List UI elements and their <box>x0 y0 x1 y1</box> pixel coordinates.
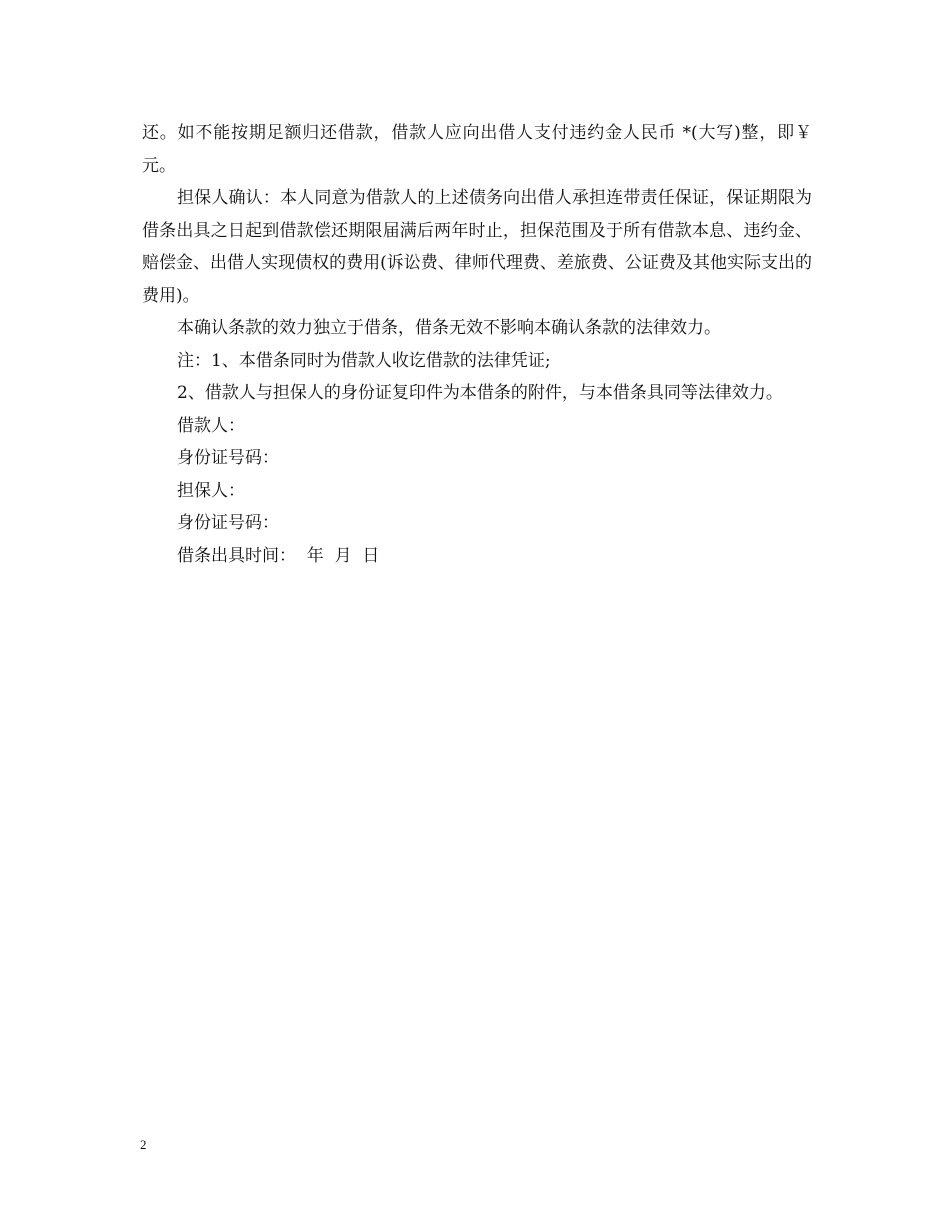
borrower-label: 借款人： <box>177 415 245 436</box>
paragraph-clause-independence: 本确认条款的效力独立于借条，借条无效不影响本确认条款的法律效力。 <box>177 318 721 338</box>
paragraph-guarantor-confirmation: 担保人确认：本人同意为借款人的上述债务向出借人承担连带责任保证，保证期限为借条出具之日起到借款偿还期限届满后两年时止，担保范围及于所有借款本息、违约金、赔偿金、出借人实现债权的费用(诉讼费、律师代理费、差旅费、公证费及其他实际支出的费用)。 <box>142 188 812 306</box>
paragraph-note-2: 2、借款人与担保人的身份证复印件为本借条的附件，与本借条具同等法律效力。 <box>177 383 783 403</box>
borrower-id-number-label: 身份证号码： <box>177 448 279 468</box>
guarantor-id-number-label: 身份证号码： <box>177 513 279 533</box>
document-body <box>142 117 812 572</box>
paragraph-note-1: 注：1、本借条同时为借款人收讫借款的法律凭证; <box>177 350 551 371</box>
guarantor-label: 担保人： <box>177 480 245 501</box>
paragraph-penalty-clause: 还。如不能按期足额归还借款，借款人应向出借人支付违约金人民币 *(大写)整，即￥ 元。 <box>142 123 812 176</box>
page-number: 2 <box>140 1137 147 1152</box>
issue-date-label: 借条出具时间： 年 月 日 <box>177 545 380 566</box>
